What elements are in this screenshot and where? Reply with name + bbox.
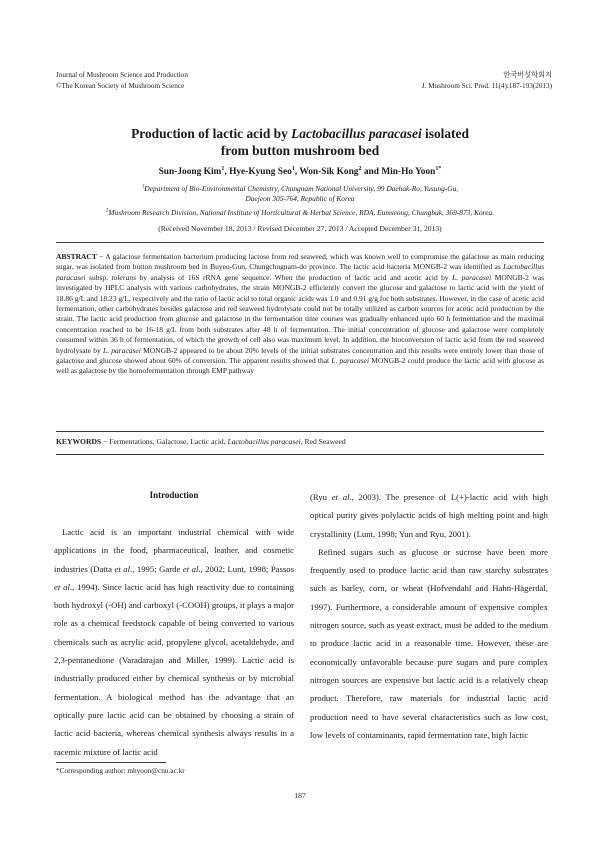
affiliation-1: $^1$Department of Bio-Environmental Chemistry, Chungnam National University, 99 Daehak-Ro, Yusung-Gu, Daejeon 305-764, Republic of Korea — [141, 184, 459, 203]
intro-paragraph-1-cont: (Ryu et al., 2003). The presence of L(+)-lactic acid with high optical purity gives polylactic acids of high melting point and high crystallinity (Lunt, 1998; Yun and Ryu, 2001). — [310, 492, 549, 539]
abstract: ABSTRACT − A galactose fermentation bacterium producing lactose from red seaweed, which was known well to compromise the galactose as main reducing sugar, was isolated from button mushroom bed in Buyeo-Gun, Chungchugnam-do province. The lactic acid bacteria MONGB-2 was identified as Lactobacillus paracasei subsp. tolerans by analysis of 16S rRNA gene sequence. When the production of lactic acid and acetic acid by L. paracasei MONGB-2 was investigated by HPLC analysis with various carbohydrates, the strain MONGB-2 efficiently convert the glucose and galactose to lactic acid with the yield of 18.86 g/L and 18.23 g/L, respectively and the ratio of lactic acid to total organic acids was 1.0 and 0.91 g/g for both substrates. However, in the case of acetic acid fermentation, other carbohydrates besides galactose and red seaweed hydrolysate could not be totally utilized as carbon sources for acetic acid production by the strain. The lactic acid production from glucose and galactose in the fermentation time courses was gradually enhanced upto 60 h fermentation and the maximal concentration reached to be 16-18 g/L from both substrates after 48 h of fermentation. The initial concentration of glucose and galactose were completely consumed within 36 h of fermentation, of which the growth of cell also was maximum level. In addition, the bioconversion of lactic acid from the red seaweed hydrolysate by L. paracasei MONGB-2 appeared to be about 20% levels of the initial substrates concentration and this results were entirely lower than those of galactose and glucose showed about 60% of conversion. The apparent results showed that L. paracasei MONGB-2 could produce the lactic acid with glucose as well as galactose by the homofermentation through EMP pathway — [56, 252, 545, 376]
author-1: Sun-Joong Kim — [158, 167, 222, 177]
journal-copyright: ©The Korean Society of Mushroom Science — [56, 81, 185, 90]
abstract-label: ABSTRACT — [56, 252, 97, 261]
journal-name-korean: 한국버섯학회지 — [503, 71, 552, 79]
paper-title: Production of lactic acid by Lactobacillus paracasei isolated from button mushroom bed — [131, 126, 469, 158]
journal-header-right — [422, 70, 552, 91]
journal-citation: J. Mushroom Sci. Prod. 11(4):187-193(2013) — [421, 81, 552, 90]
keywords-label: KEYWORDS — [56, 437, 102, 446]
corresponding-author-footnote: *Corresponding author: mhyoon@cnu.ac.kr — [56, 766, 185, 775]
intro-paragraph-2: Refined sugars such as glucose or sucrose have been more frequently used to produce lactic acid than raw starchy substrates such as barley, corn, or wheat (Hofvendahl and Hahn-Hägerdal, 1997). Furthermore, a considerable amount of expensive complex nitrogen source, such as yeast extract, must be added to the medium to produce lactic acid in a reasonable time. However, these are economically unfavorable because pure sugars and pure complex nitrogen sources are expensive but lactic acid is a relatively cheap product. Therefore, raw materials for industrial lactic acid production need to have several characteristics such as low cost, low levels of contaminants, rapid fermentation rate, high lactic — [310, 546, 548, 740]
author-list: Sun-Joong Kim$^1$, Hye-Kyung Seo$^1$, Won-Sik Kong$^2$ and Min-Ho Yoon$^{1*}$ — [158, 165, 442, 177]
received-dates: (Received November 18, 2013 / Revised December 27, 2013 / Accepted December 31, 2013) — [158, 224, 442, 233]
section-heading-introduction: Introduction — [149, 490, 199, 500]
author-4: Min-Ho Yoon — [381, 167, 436, 177]
keywords-top-rule — [56, 431, 544, 432]
journal-name: Journal of Mushroom Science and Production — [56, 71, 188, 79]
keywords: KEYWORDS − Fermentations, Galactose, Lactic acid, Lactobacillus paracasei, Red Seaweed — [56, 437, 346, 446]
body-column-left — [54, 488, 294, 761]
title-species: Lactobacillus paracasei — [291, 126, 422, 141]
abstract-top-rule — [56, 242, 544, 243]
author-2: Hye-Kyung Seo — [229, 167, 292, 177]
page-number: 187 — [294, 791, 306, 800]
author-3: Won-Sik Kong — [299, 167, 359, 177]
footnote-rule — [56, 762, 166, 763]
affiliation-2: $^2$Mushroom Research Division, National Institute of Horticultural & Herbal Science, RDA, Eumseong, Chungbuk, 369-873, Korea. — [105, 208, 495, 217]
body-column-right — [310, 488, 548, 744]
journal-header-left — [56, 70, 188, 91]
intro-paragraph-1: Lactic acid is an important industrial chemical with wide applications in the food, pharmaceutical, leather, and cosmetic industries (Datta et al., 1995; Garde et al., 2002; Lunt, 1998; Passos et al., 1994). Since lactic acid has high reactivity due to containing both hydroxyl (-OH) and carboxyl (-COOH) groups, it plays a major role as a chemical feedstock capable of being converted to various chemicals such as acrylic acid, propylene glycol, acetaldehyde, and 2,3-pentanedione (Varadarajan and Miller, 1999). Lactic acid is industrially produced either by chemical synthesis or by microbial fermentation. A biological method has the advantage that an optically pure lactic acid can be obtained by choosing a strain of lactic acid bacteria, whereas chemical synthesis always results in a racemic mixture of lactic acid — [54, 527, 295, 757]
keywords-bottom-rule — [56, 454, 544, 455]
